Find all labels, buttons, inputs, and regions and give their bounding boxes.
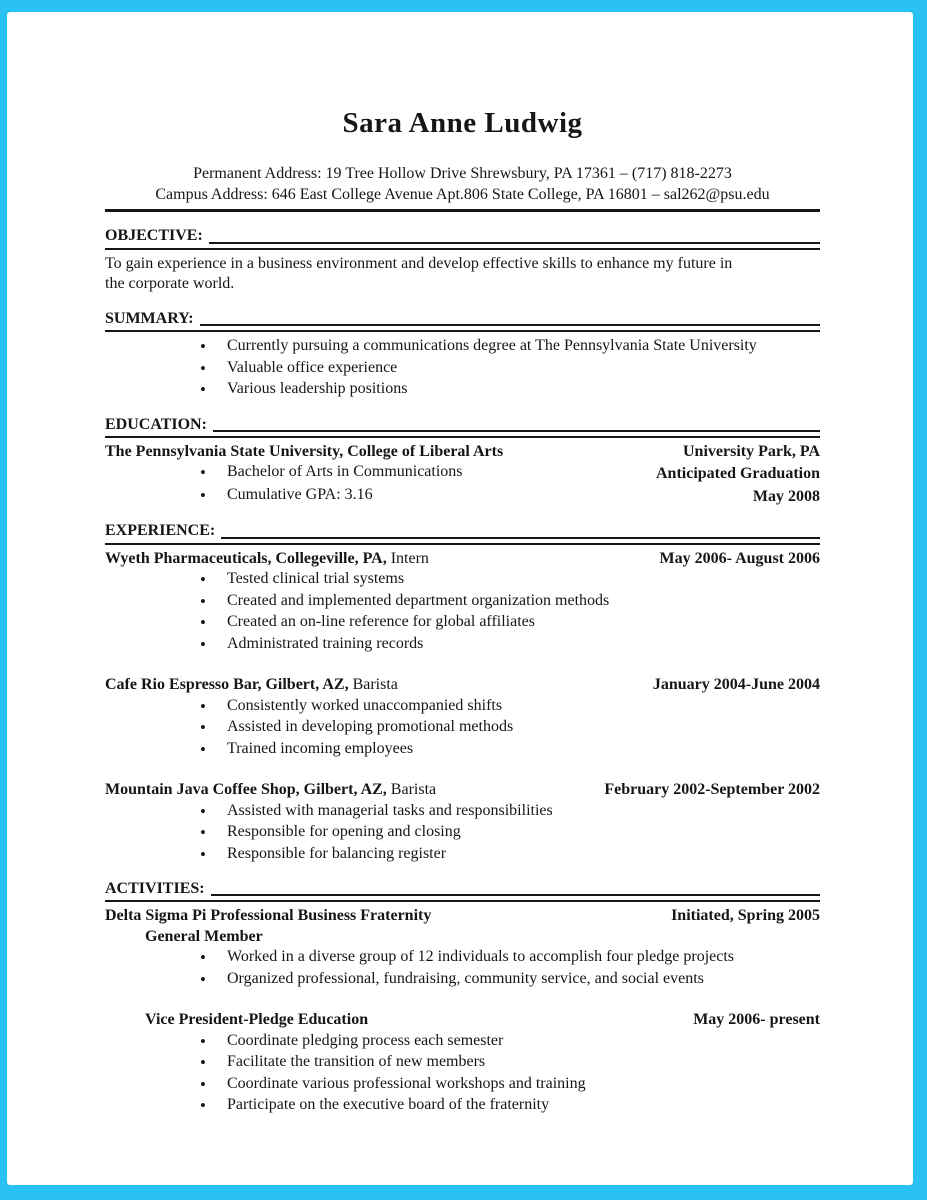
job-role: Barista	[390, 781, 437, 799]
graduation-date: May 2008	[752, 487, 820, 505]
list-item-text: Valuable office experience	[227, 358, 398, 376]
position-dates: May 2006- present	[693, 1011, 820, 1029]
job-header-row	[105, 549, 820, 569]
education-item-row	[105, 485, 820, 507]
list-item-text: Consistently worked unaccompanied shifts	[227, 696, 503, 714]
list-item	[105, 1052, 820, 1074]
list-item	[105, 1074, 820, 1096]
list-item	[105, 462, 463, 484]
section-summary	[105, 310, 820, 401]
position-entry	[105, 1010, 820, 1116]
campus-address: Campus Address: 646 East College Avenue Apt.806 State College, PA 16801 – sal262@psu.edu	[155, 185, 770, 203]
list-item-text: Participate on the executive board of the fraternity	[227, 1096, 550, 1114]
activities-heading-label: ACTIVITIES:	[105, 880, 205, 898]
list-item-text: Tested clinical trial systems	[227, 570, 405, 588]
list-item	[105, 1095, 820, 1117]
resume-page	[7, 12, 913, 1185]
list-item	[105, 612, 820, 634]
list-item	[105, 696, 820, 718]
list-item	[105, 591, 820, 613]
job-title-line	[105, 549, 429, 569]
permanent-address: Permanent Address: 19 Tree Hollow Drive Shrewsbury, PA 17361 – (717) 818-2273	[193, 165, 732, 183]
list-item	[105, 379, 820, 401]
contact-block	[105, 164, 820, 212]
bullet-icon: •	[200, 634, 206, 654]
list-item-text: Facilitate the transition of new members	[227, 1053, 486, 1071]
section-activities	[105, 880, 820, 1117]
job-duty-list	[105, 569, 820, 655]
position-title: General Member	[145, 927, 263, 945]
bullet-icon: •	[200, 463, 206, 483]
education-item-row	[105, 462, 820, 484]
heading-rule	[209, 242, 820, 244]
list-item-text: Created and implemented department organization methods	[227, 591, 610, 609]
list-item-text: Coordinate various professional workshops and training	[227, 1074, 586, 1092]
bullet-icon: •	[200, 485, 206, 505]
position-duty-list	[105, 1031, 820, 1117]
heading-rule	[200, 324, 820, 326]
job-title-line	[105, 780, 436, 800]
bullet-icon: •	[200, 948, 206, 968]
activities-heading	[105, 880, 820, 902]
employer-name: Cafe Rio Espresso Bar, Gilbert, AZ,	[105, 676, 349, 694]
list-item	[105, 336, 820, 358]
employer-name: Mountain Java Coffee Shop, Gilbert, AZ,	[105, 781, 387, 799]
position-header-row	[105, 927, 820, 947]
section-education	[105, 416, 820, 508]
job-title-line	[105, 675, 398, 695]
list-item	[105, 822, 820, 844]
bullet-icon: •	[200, 696, 206, 716]
education-heading	[105, 416, 820, 438]
bullet-icon: •	[200, 739, 206, 759]
list-item-text: Coordinate pledging process each semester	[227, 1031, 504, 1049]
list-item-text: Currently pursuing a communications degree at The Pennsylvania State University	[227, 337, 757, 354]
degree-text: Bachelor of Arts in Communications	[227, 463, 463, 481]
list-item	[105, 739, 820, 761]
job-dates: May 2006- August 2006	[659, 549, 820, 567]
list-item	[105, 801, 820, 823]
graduation-label: Anticipated Graduation	[655, 465, 820, 483]
list-item	[105, 569, 820, 591]
bullet-icon: •	[200, 823, 206, 843]
list-item-text: Responsible for opening and closing	[227, 823, 461, 841]
objective-text: To gain experience in a business environment and develop effective skills to enhance my future in the corporate world.	[105, 254, 733, 293]
objective-heading-label: OBJECTIVE:	[105, 227, 203, 245]
job-dates: January 2004-June 2004	[652, 676, 820, 694]
job-entry	[105, 675, 820, 760]
bullet-icon: •	[200, 337, 206, 356]
list-item-text: Trained incoming employees	[227, 739, 414, 757]
bullet-icon: •	[200, 1031, 206, 1051]
employer-name: Wyeth Pharmaceuticals, Collegeville, PA,	[105, 549, 387, 567]
section-objective	[105, 227, 820, 294]
job-header-row	[105, 675, 820, 695]
bullet-icon: •	[200, 801, 206, 821]
school-location: University Park, PA	[682, 442, 820, 460]
heading-rule	[221, 537, 820, 539]
bullet-icon: •	[200, 1096, 206, 1116]
bullet-icon: •	[200, 1053, 206, 1073]
bullet-icon: •	[200, 570, 206, 590]
list-item	[105, 717, 820, 739]
bullet-icon: •	[200, 844, 206, 864]
organization-name: Delta Sigma Pi Professional Business Fraternity	[105, 907, 432, 925]
job-header-row	[105, 780, 820, 800]
list-item	[105, 969, 820, 991]
objective-heading	[105, 227, 820, 249]
list-item	[105, 634, 820, 656]
summary-heading-label: SUMMARY:	[105, 309, 194, 327]
bullet-icon: •	[200, 358, 206, 378]
list-item-text: Created an on-line reference for global affiliates	[227, 613, 535, 631]
bullet-icon: •	[200, 591, 206, 611]
job-role: Barista	[352, 676, 398, 694]
job-dates: February 2002-September 2002	[604, 781, 820, 799]
summary-list	[105, 336, 820, 401]
page-title: Sara Anne Ludwig	[342, 107, 583, 139]
position-entry	[105, 927, 820, 990]
position-title: Vice President-Pledge Education	[145, 1011, 369, 1029]
experience-heading	[105, 522, 820, 544]
school-name: The Pennsylvania State University, College of Liberal Arts	[105, 442, 504, 460]
list-item	[105, 485, 373, 507]
heading-rule	[213, 430, 820, 432]
list-item-text: Administrated training records	[227, 634, 424, 652]
list-item	[105, 947, 820, 969]
bullet-icon: •	[200, 1074, 206, 1094]
bullet-icon: •	[200, 380, 206, 399]
bullet-icon: •	[200, 718, 206, 738]
header-divider	[105, 209, 820, 212]
list-item-text: Worked in a diverse group of 12 individuals to accomplish four pledge projects	[227, 948, 735, 966]
job-duty-list	[105, 801, 820, 866]
job-entry	[105, 549, 820, 655]
organization-dates: Initiated, Spring 2005	[671, 907, 820, 925]
education-heading-label: EDUCATION:	[105, 415, 207, 433]
list-item	[105, 1031, 820, 1053]
organization-row	[105, 906, 820, 926]
gpa-text: Cumulative GPA: 3.16	[227, 485, 373, 503]
education-school-row	[105, 442, 820, 462]
job-role: Intern	[390, 549, 429, 567]
heading-rule	[211, 894, 820, 896]
list-item-text: Responsible for balancing register	[227, 844, 447, 862]
position-header-row	[105, 1010, 820, 1030]
bullet-icon: •	[200, 969, 206, 989]
position-duty-list	[105, 947, 820, 990]
list-item-text: Various leadership positions	[227, 380, 408, 397]
job-duty-list	[105, 696, 820, 761]
summary-heading	[105, 310, 820, 332]
list-item-text: Assisted in developing promotional methods	[227, 718, 514, 736]
list-item-text: Organized professional, fundraising, community service, and social events	[227, 969, 704, 987]
list-item	[105, 844, 820, 866]
bullet-icon: •	[200, 613, 206, 633]
experience-heading-label: EXPERIENCE:	[105, 522, 216, 540]
section-experience	[105, 522, 820, 865]
job-entry	[105, 780, 820, 865]
list-item	[105, 358, 820, 380]
list-item-text: Assisted with managerial tasks and responsibilities	[227, 801, 553, 819]
